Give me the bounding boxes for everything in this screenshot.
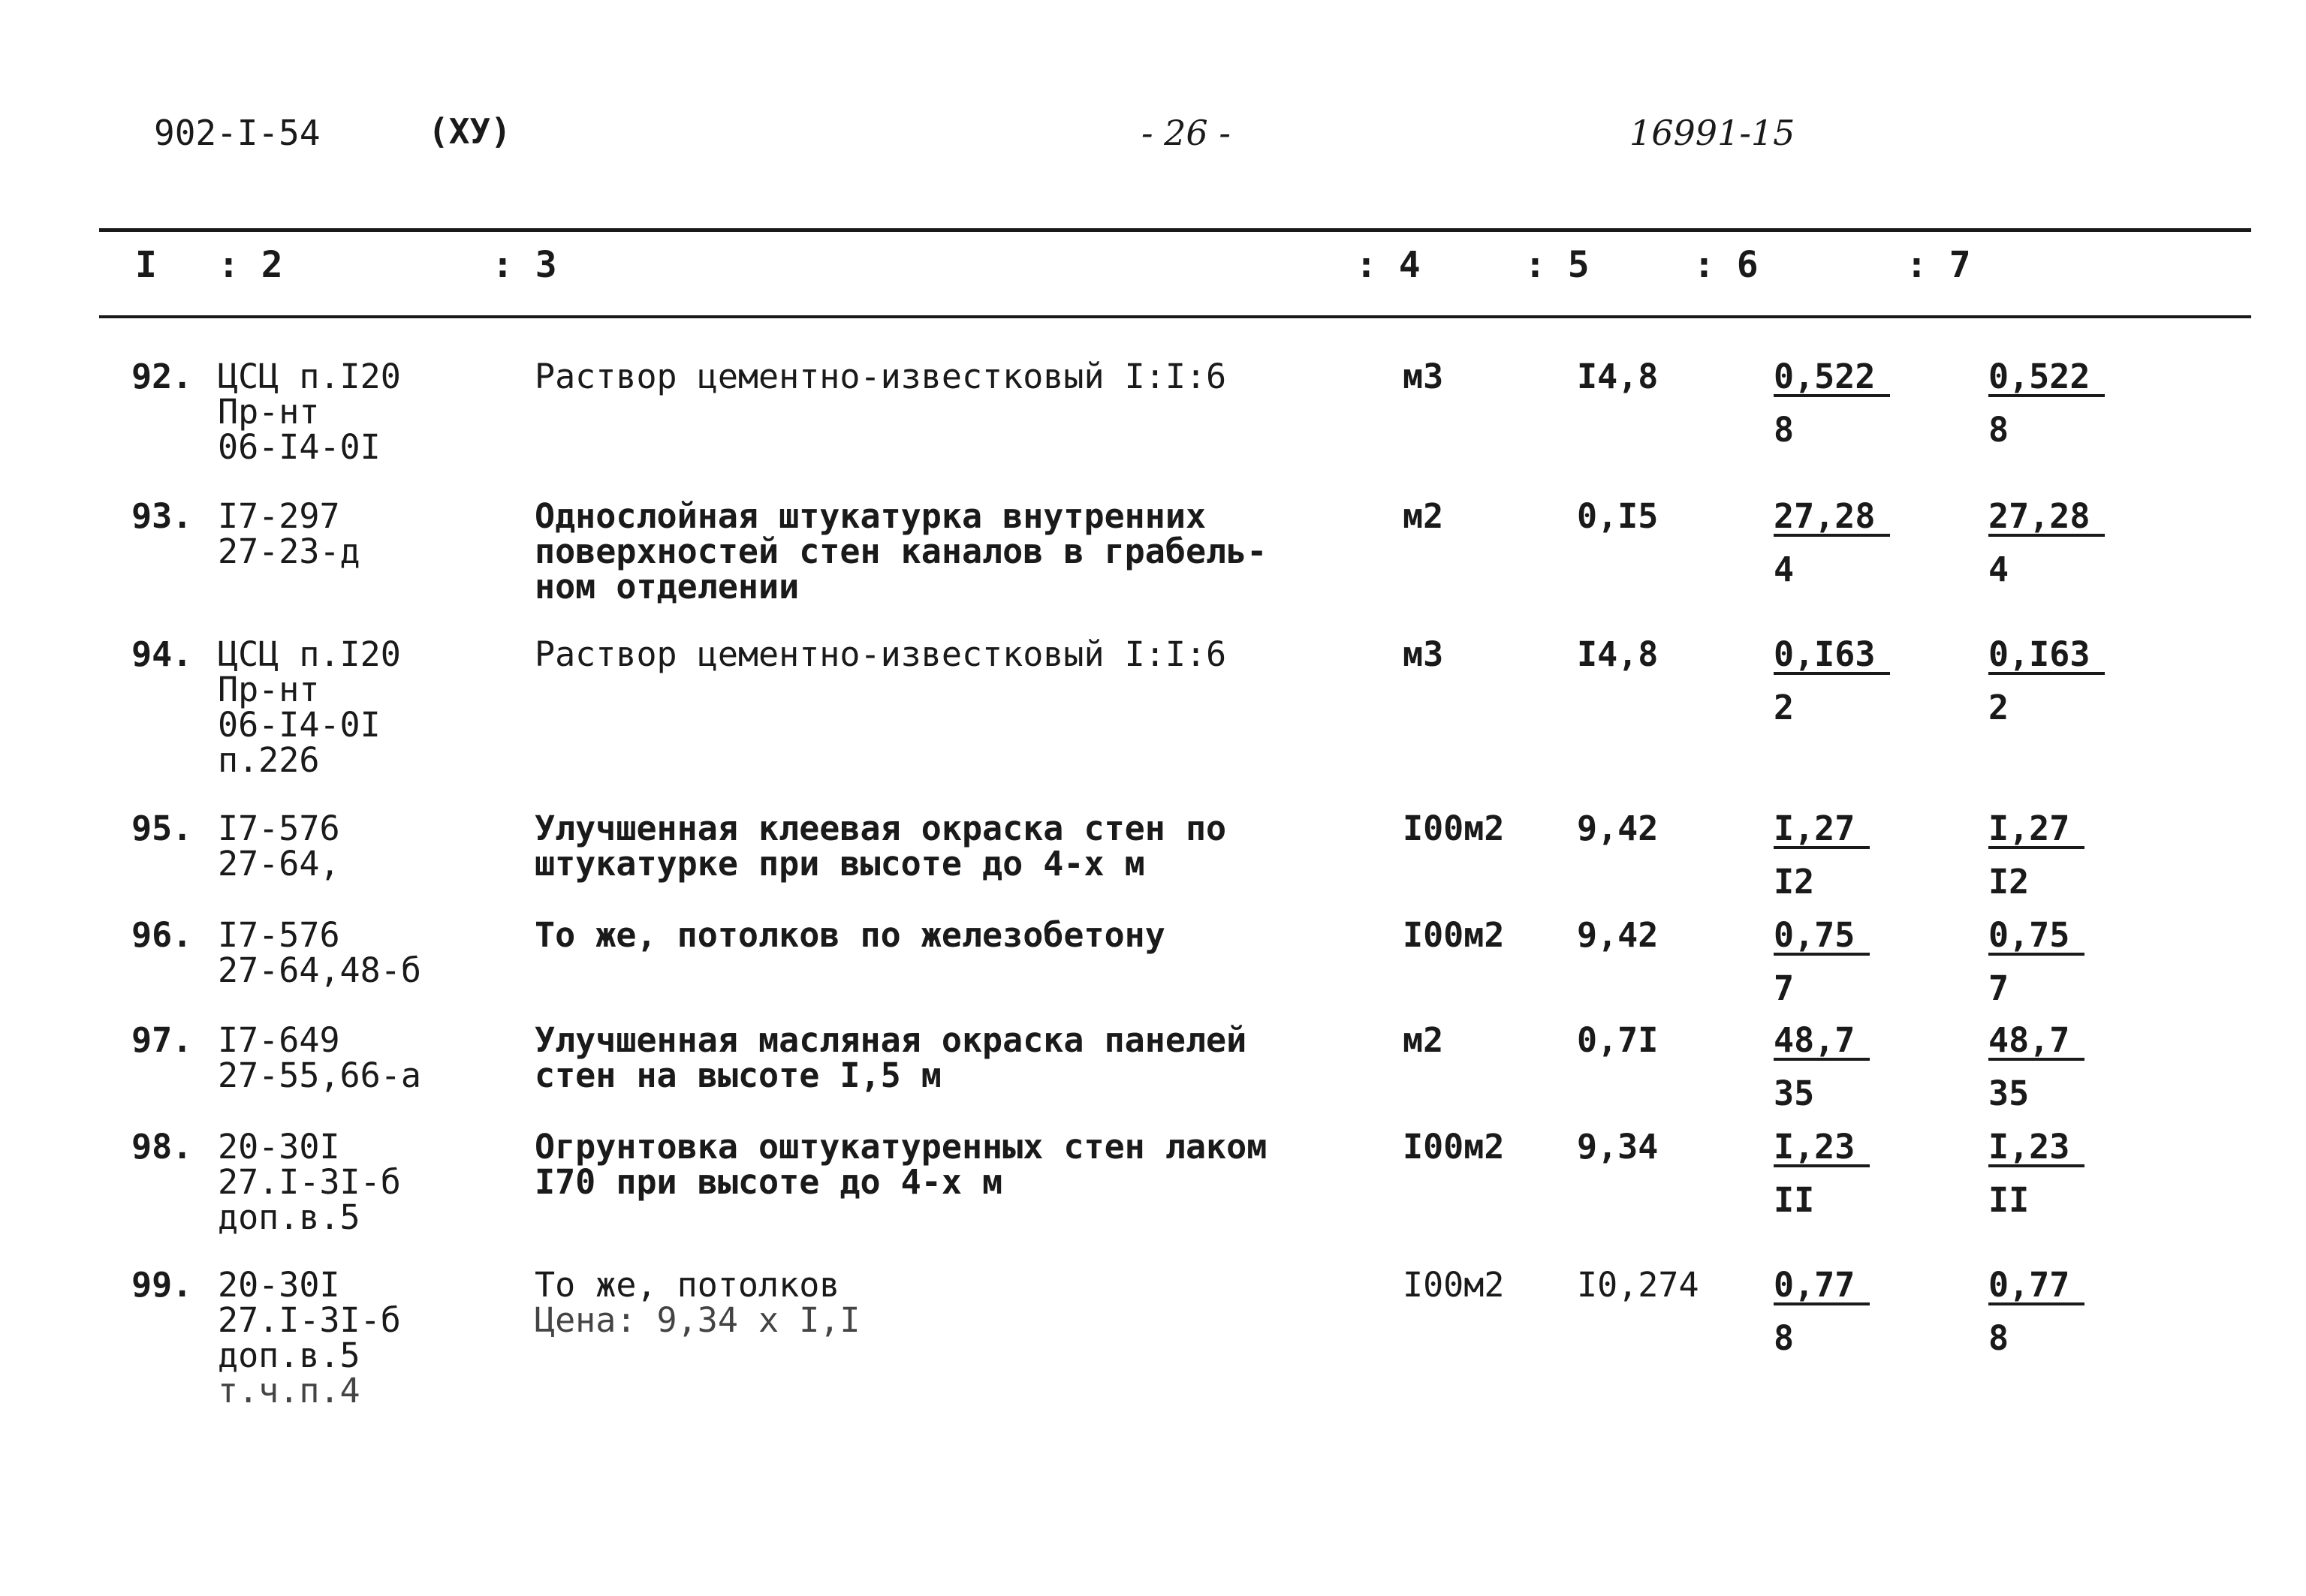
row-number: 95. bbox=[131, 809, 193, 848]
row-reference bbox=[218, 498, 360, 569]
fraction-bottom: 8 bbox=[1988, 1318, 2009, 1358]
volume-number: (XУ) bbox=[428, 111, 511, 152]
fraction-top: 0,522 bbox=[1774, 359, 1890, 397]
fraction-bottom: II bbox=[1774, 1180, 1815, 1220]
row-reference bbox=[218, 809, 340, 884]
row-quantity: 9,34 bbox=[1577, 1127, 1659, 1167]
ref-line: Пр-нт bbox=[218, 670, 320, 709]
ref-line: 06-I4-0I bbox=[218, 427, 381, 467]
row-description bbox=[535, 917, 1165, 953]
desc-line: I70 при высоте до 4-х м bbox=[535, 1162, 1003, 1202]
row-description bbox=[535, 634, 1227, 674]
row-description bbox=[535, 359, 1226, 394]
column-6-fraction bbox=[1774, 1022, 1870, 1111]
fraction-top: 0,75 bbox=[1988, 917, 2084, 956]
row-quantity: I0,274 bbox=[1577, 1265, 1699, 1305]
fraction-top: 0,77 bbox=[1988, 1267, 2084, 1305]
fraction-top: 0,77 bbox=[1774, 1267, 1870, 1305]
column-6-fraction bbox=[1774, 634, 1890, 727]
row-number: 92. bbox=[131, 357, 193, 396]
document-code: 902-I-54 bbox=[154, 113, 321, 153]
fraction-top: 0,I63 bbox=[1774, 637, 1890, 675]
fraction-top: 27,28 bbox=[1774, 498, 1890, 537]
row-quantity: 9,42 bbox=[1577, 915, 1659, 955]
column-header-2: : 2 bbox=[218, 244, 283, 286]
fraction-top: I,23 bbox=[1988, 1129, 2084, 1167]
ref-line: ЦСЦ п.I20 bbox=[218, 357, 401, 396]
column-7-fraction bbox=[1988, 1129, 2084, 1218]
fraction-top: 0,522 bbox=[1988, 359, 2105, 397]
row-quantity: 0,I5 bbox=[1577, 496, 1659, 536]
desc-line: То же, потолков bbox=[535, 1265, 840, 1305]
row-description bbox=[535, 1129, 1267, 1200]
row-quantity: I4,8 bbox=[1577, 357, 1659, 396]
row-description bbox=[535, 1267, 860, 1338]
row-description bbox=[535, 809, 1227, 884]
fraction-bottom: 8 bbox=[1774, 1318, 1795, 1358]
desc-line: ном отделении bbox=[535, 567, 800, 607]
row-reference bbox=[218, 917, 421, 988]
ref-line: 27-64, bbox=[218, 844, 340, 884]
fraction-top: I,27 bbox=[1774, 811, 1870, 849]
ref-line: т.ч.п.4 bbox=[218, 1371, 360, 1411]
column-6-fraction bbox=[1774, 809, 1870, 902]
row-unit: I00м2 bbox=[1403, 1127, 1505, 1167]
column-7-fraction bbox=[1988, 1267, 2084, 1356]
column-header-6: : 6 bbox=[1693, 244, 1759, 286]
column-6-fraction bbox=[1774, 1267, 1870, 1356]
row-quantity: 9,42 bbox=[1577, 809, 1659, 848]
row-description bbox=[535, 496, 1268, 607]
ref-line: 27.I-3I-б bbox=[218, 1162, 401, 1202]
table-header-rule bbox=[99, 315, 2251, 318]
fraction-top: I,27 bbox=[1988, 811, 2084, 849]
desc-line: поверхностей стен каналов в грабель- bbox=[535, 531, 1268, 571]
row-reference bbox=[218, 1022, 421, 1093]
row-unit: м3 bbox=[1403, 357, 1444, 396]
row-quantity: 0,7I bbox=[1577, 1020, 1659, 1060]
ref-line: Пр-нт bbox=[218, 392, 320, 432]
ref-line: 27-23-д bbox=[218, 531, 360, 571]
column-7-fraction bbox=[1988, 1022, 2084, 1111]
row-unit: м2 bbox=[1403, 496, 1444, 536]
row-description bbox=[535, 1022, 1246, 1093]
fraction-top: 48,7 bbox=[1774, 1022, 1870, 1061]
desc-line: Улучшенная клеевая окраска стен по bbox=[535, 809, 1227, 848]
fraction-top: 0,75 bbox=[1774, 917, 1870, 956]
column-header-3: : 3 bbox=[492, 244, 557, 286]
row-number: 94. bbox=[131, 634, 193, 674]
price-note: Цена: 9,34 x I,I bbox=[535, 1300, 861, 1340]
column-6-fraction bbox=[1774, 357, 1890, 450]
row-reference bbox=[218, 634, 401, 780]
column-header-7: : 7 bbox=[1906, 244, 1971, 286]
desc-line: То же, потолков по железобетону bbox=[535, 915, 1165, 955]
desc-line: Раствор цементно-известковый I:I:6 bbox=[535, 357, 1227, 396]
ref-line: 20-30I bbox=[218, 1265, 340, 1305]
desc-line: штукатурке при высоте до 4-х м bbox=[535, 844, 1145, 884]
row-number: 97. bbox=[131, 1020, 193, 1060]
row-reference bbox=[218, 1129, 401, 1235]
fraction-bottom: 35 bbox=[1988, 1074, 2030, 1113]
row-reference bbox=[218, 1265, 401, 1411]
fraction-bottom: 8 bbox=[1988, 410, 2009, 450]
ref-line: I7-649 bbox=[218, 1020, 340, 1060]
fraction-bottom: I2 bbox=[1774, 862, 1815, 902]
desc-line: Однослойная штукатурка внутренних bbox=[535, 496, 1207, 536]
ref-line: доп.в.5 bbox=[218, 1336, 360, 1375]
column-6-fraction bbox=[1774, 917, 1870, 1006]
desc-line: стен на высоте I,5 м bbox=[535, 1055, 942, 1095]
row-unit: I00м2 bbox=[1403, 809, 1505, 848]
ref-line: доп.в.5 bbox=[218, 1197, 360, 1237]
ref-line: 27.I-3I-б bbox=[218, 1300, 401, 1340]
fraction-bottom: 4 bbox=[1988, 550, 2009, 589]
row-quantity: I4,8 bbox=[1577, 634, 1659, 674]
fraction-bottom: 35 bbox=[1774, 1074, 1815, 1113]
desc-line: Огрунтовка оштукатуренных стен лаком bbox=[535, 1127, 1268, 1167]
row-number: 98. bbox=[131, 1127, 193, 1167]
fraction-bottom: I2 bbox=[1988, 862, 2030, 902]
ref-line: п.226 bbox=[218, 740, 320, 780]
row-unit: м2 bbox=[1403, 1020, 1444, 1060]
ref-line: 27-55,66-а bbox=[218, 1055, 421, 1095]
column-header-1: I bbox=[135, 244, 157, 286]
fraction-bottom: 2 bbox=[1988, 688, 2009, 727]
column-6-fraction bbox=[1774, 1129, 1870, 1218]
fraction-top: I,23 bbox=[1774, 1129, 1870, 1167]
ref-line: 27-64,48-б bbox=[218, 950, 421, 990]
table-top-rule bbox=[99, 228, 2251, 232]
fraction-bottom: 7 bbox=[1988, 968, 2009, 1008]
desc-line: Улучшенная масляная окраска панелей bbox=[535, 1020, 1247, 1060]
column-header-5: : 5 bbox=[1524, 244, 1590, 286]
row-number: 99. bbox=[131, 1265, 193, 1305]
row-unit: м3 bbox=[1403, 634, 1444, 674]
row-number: 96. bbox=[131, 915, 193, 955]
column-7-fraction bbox=[1988, 917, 2084, 1006]
fraction-top: 48,7 bbox=[1988, 1022, 2084, 1061]
row-unit: I00м2 bbox=[1403, 1265, 1505, 1305]
column-6-fraction bbox=[1774, 498, 1890, 587]
row-reference bbox=[218, 359, 401, 465]
ref-line: 06-I4-0I bbox=[218, 705, 381, 745]
ref-line: I7-297 bbox=[218, 496, 340, 536]
fraction-bottom: II bbox=[1988, 1180, 2030, 1220]
ref-line: ЦСЦ п.I20 bbox=[218, 634, 401, 674]
doc-number: 16991-15 bbox=[1629, 113, 1795, 153]
column-7-fraction bbox=[1988, 809, 2084, 902]
fraction-bottom: 4 bbox=[1774, 550, 1795, 589]
ref-line: I7-576 bbox=[218, 809, 340, 848]
desc-line: Раствор цементно-известковый I:I:6 bbox=[535, 634, 1227, 674]
column-header-4: : 4 bbox=[1355, 244, 1421, 286]
fraction-top: 27,28 bbox=[1988, 498, 2105, 537]
column-7-fraction bbox=[1988, 634, 2105, 727]
fraction-top: 0,I63 bbox=[1988, 637, 2105, 675]
ref-line: 20-30I bbox=[218, 1127, 340, 1167]
fraction-bottom: 8 bbox=[1774, 410, 1795, 450]
column-7-fraction bbox=[1988, 498, 2105, 587]
fraction-bottom: 7 bbox=[1774, 968, 1795, 1008]
fraction-bottom: 2 bbox=[1774, 688, 1795, 727]
page-number: - 26 - bbox=[1141, 113, 1231, 153]
ref-line: I7-576 bbox=[218, 915, 340, 955]
row-unit: I00м2 bbox=[1403, 915, 1505, 955]
row-number: 93. bbox=[131, 496, 193, 536]
column-7-fraction bbox=[1988, 357, 2105, 450]
